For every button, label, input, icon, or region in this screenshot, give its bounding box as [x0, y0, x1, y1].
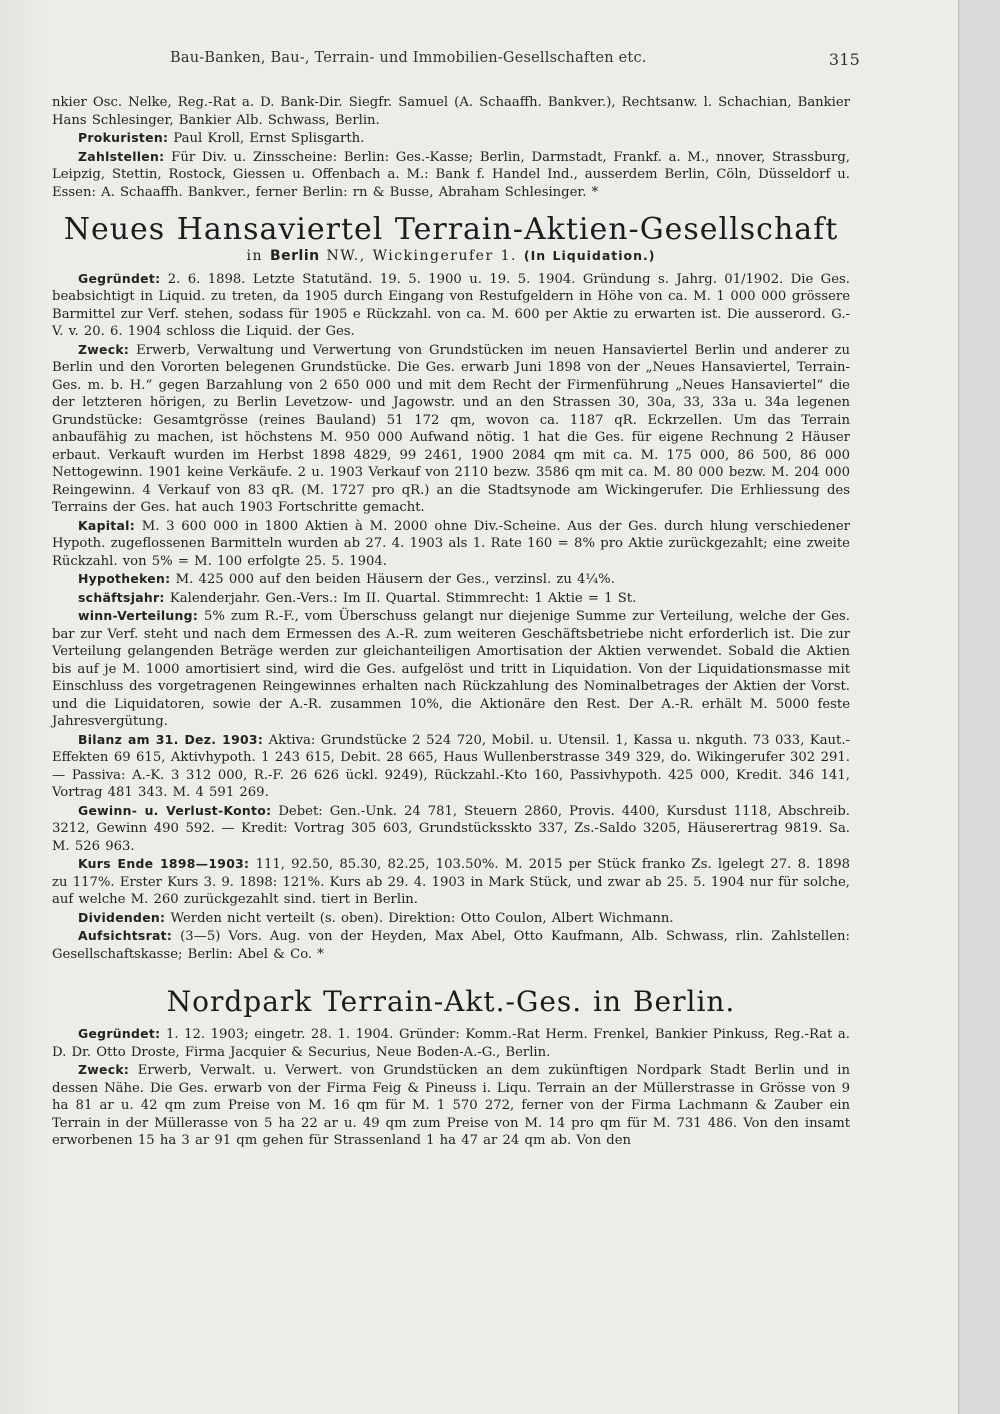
entry-text: Werden nicht verteilt (s. oben). Direktion: Otto Coulon, Albert Wichmann. — [170, 910, 674, 926]
entry-label: Gewinn- u. Verlust-Konto: — [78, 802, 272, 818]
entry-label: Kapital: — [78, 517, 135, 533]
entry-paragraph — [52, 341, 850, 517]
entry-label: Gegründet: — [78, 270, 161, 286]
section-label: Prokuristen: — [78, 130, 169, 145]
company-heading-nordpark: Nordpark Terrain-Akt.-Ges. in Berlin. — [166, 985, 736, 1018]
company2-entries — [52, 1025, 850, 1150]
entry-label: Kurs Ende 1898—1903: — [78, 856, 250, 871]
entry-text: Aktiva: Grundstücke 2 524 720, Mobil. u. Utensil. 1, Kassa u. nkguth. 73 033, Kaut.-Effekten 69 615, Aktivhypoth. 1 243 615, Debit. 28 665, Haus Wullenberstrasse 349 329, do. Wikingerufer 302 291. — Passiva: A.-K. 3 312 000, R.-F. 26 626 ückl. 9249), Rückzahl.-Kto 160, Passivhypoth. 425 000, Kredit. 346 141, Vortrag 481 343. M. 4 591 269. — [52, 732, 850, 800]
entry-paragraph — [52, 589, 850, 608]
entry-paragraph — [52, 1025, 850, 1061]
entry-paragraph — [52, 1061, 850, 1150]
entry-label: schäftsjahr: — [78, 589, 165, 605]
page-content — [52, 94, 850, 1150]
board-members: nkier Osc. Nelke, Reg.-Rat a. D. Bank-Dir. Siegfr. Samuel (A. Schaaffh. Bankver.), Rechtsanw. l. Schachian, Bankier Hans Schlesinger, Bankier Alb. Schwass, Berlin. — [52, 95, 850, 128]
section-text: Paul Kroll, Ernst Splisgarth. — [173, 131, 365, 146]
subhead-prefix: in — [246, 248, 263, 264]
entry-label: Zweck: — [78, 1062, 130, 1077]
page-stack-edge — [958, 0, 960, 1414]
entry-paragraph — [52, 570, 850, 589]
company-heading-hansaviertel: Neues Hansaviertel Terrain-Aktien-Gesellschaft — [63, 212, 839, 247]
entry-label: Dividenden: — [78, 909, 166, 925]
entry-label: Hypotheken: — [78, 571, 171, 586]
entry-paragraph — [52, 927, 850, 963]
entry-text: (3—5) Vors. Aug. von der Heyden, Max Abel, Otto Kaufmann, Alb. Schwass, rlin. Zahlstellen: Gesellschaftskasse; Berlin: Abel & Co. * — [52, 929, 850, 962]
entry-label: Aufsichtsrat: — [78, 928, 173, 943]
entry-label: Gegründet: — [78, 1026, 161, 1041]
section-text: Für Div. u. Zinsscheine: Berlin: Ges.-Kasse; Berlin, Darmstadt, Frankf. a. M., nnover, Strassburg, Leipzig, Stettin, Rostock, Giessen u. Offenbach a. M.: Bank f. Handel Ind., ausserdem Berlin, Cöln, Düsseldorf u. Essen: A. Schaaffh. Bankver., ferner Berlin: rn & Busse, Abraham Schlesinger. * — [52, 149, 850, 200]
entry-paragraph — [52, 270, 850, 341]
subhead-city: Berlin — [269, 248, 320, 264]
entry-paragraph — [52, 909, 850, 928]
entry-text: 2. 6. 1898. Letzte Statutänd. 19. 5. 1900 u. 19. 5. 1904. Gründung s. Jahrg. 01/1902. Die Ges. beabsichtigt in Liquid. zu treten, da 1905 durch Eingang von Restufgeldern in Höhe von ca. M. 1 000 000 grössere Barmittel zur Verf. stehen, sodass für 1905 e Rückzahl. von ca. M. 600 per Aktie zu erwarten ist. Die ausserord. G.-V. v. 20. 6. 1904 schloss die Liquid. der Ges. — [52, 271, 850, 339]
company-subheading — [52, 247, 850, 266]
entry-text: 1. 12. 1903; eingetr. 28. 1. 1904. Gründer: Komm.-Rat Herm. Frenkel, Bankier Pinkuss, Reg.-Rat a. D. Dr. Otto Droste, Firma Jacquier & Securius, Neue Boden-A.-G., Berlin. — [52, 1027, 850, 1060]
entry-paragraph — [52, 731, 850, 802]
section-label: Zahlstellen: — [78, 148, 165, 164]
entry-paragraph — [52, 517, 850, 571]
entry-text: Kalenderjahr. Gen.-Vers.: Im II. Quartal. Stimmrecht: 1 Aktie = 1 St. — [169, 590, 637, 606]
zahlstellen-paragraph — [52, 148, 850, 202]
entry-paragraph — [52, 802, 850, 856]
entry-paragraph — [52, 607, 850, 731]
entry-paragraph — [52, 855, 850, 909]
entry-text: Erwerb, Verwalt. u. Verwert. von Grundstücken an dem zukünftigen Nordpark Stadt Berlin und in dessen Nähe. Die Ges. erwarb von der Firma Feig & Pineuss i. Liqu. Terrain an der Müllerstrasse in Grösse von 9 ha 81 ar u. 42 qm zum Preise von M. 16 qm für M. 1 570 272, ferner von der Firma Lachmann & Zauber ein Terrain in der Müllerasse von 5 ha 22 ar u. 49 qm zum Preise von M. 14 pro qm für M. 731 486. Von den insamt erworbenen 15 ha 3 ar 91 qm gehen für Strassenland 1 ha 47 ar 24 qm ab. Von den — [52, 1063, 850, 1148]
page-number: 315 — [828, 50, 860, 69]
entry-text: 5% zum R.-F., vom Überschuss gelangt nur diejenige Summe zur Verteilung, welche der Ges. bar zur Verf. steht und nach dem Ermessen des A.-R. zum weiteren Geschäftsbetriebe nicht erforderlich ist. Die zur Verteilung gelangenden Beträge werden zur gleichanteiligen Amortisation der Aktien verwendet. Sobald die Aktien bis auf je M. 1000 amortisiert sind, wird die Ges. aufgelöst und tritt in Liquidation. Von der Liquidationsmasse mit Einschluss des vorgetragenen Reingewinnes erhalten nach Rückzahlung des Nominalbetrages der Aktien der Vorst. und die Liquidatoren, sowie der A.-R. zusammen 10%, die Aktionäre den Rest. Der A.-R. erhält M. 5000 feste Jahresvergütung. — [52, 609, 850, 729]
entry-label: winn-Verteilung: — [78, 608, 199, 623]
entry-label: Bilanz am 31. Dez. 1903: — [78, 731, 264, 747]
entry-text: Debet: Gen.-Unk. 24 781, Steuern 2860, Provis. 4400, Kursdust 1118, Abschreib. 3212, Gewinn 490 592. — Kredit: Vortrag 305 603, Grundstücksskto 337, Zs.-Saldo 3205, Häuserertrag 9819. Sa. M. 526 963. — [52, 803, 850, 854]
subhead-liquidation: (In Liquidation.) — [523, 248, 656, 263]
running-header — [170, 50, 860, 69]
subhead-address: NW., Wickingerufer 1. — [326, 248, 517, 264]
entry-text: M. 3 600 000 in 1800 Aktien à M. 2000 ohne Div.-Scheine. Aus der Ges. durch hlung verschiedener Hypoth. zugeflossenen Barmitteln wurden ab 27. 4. 1903 als 1. Rate 160 = 8% pro Aktie zurückgezahlt; eine zweite Rückzahl. von 5% = M. 100 erfolgte 25. 5. 1904. — [52, 518, 850, 569]
prokuristen-paragraph — [52, 129, 850, 148]
entry-text: Erwerb, Verwaltung und Verwertung von Grundstücken im neuen Hansaviertel Berlin und anderer zu Berlin und den Vororten belegenen Grundstücke. Die Ges. erwarb Juni 1898 von der „Neues Hansaviertel, Terrain-Ges. m. b. H.“ gegen Barzahlung von 2 650 000 und mit dem Recht der Firmenführung „Neues Hansaviertel“ die der letzteren hörigen, zu Berlin Levetzow- und Jagowstr. und an den Strassen 30, 30a, 33, 33a u. 34a legenen Grundstücke: Gesamtgrösse (reines Bauland) 51 172 qm, wovon ca. 1187 qR. Eckrzellen. Um das Terrain anbaufähig zu machen, ist höchstens M. 950 000 Aufwand nötig. 1 hat die Ges. für eigene Rechnung 2 Häuser erbaut. Verkauft wurden im Herbst 1898 4829, 99 2461, 1900 2084 qm mit ca. M. 175 000, 86 500, 86 000 Nettogewinn. 1901 keine Verkäufe. 2 u. 1903 Verkauf von 2110 bezw. 3586 qm mit ca. M. 80 000 bezw. M. 204 000 Reingewinn. 4 Verkauf von 83 qR. (M. 1727 pro qR.) an die Stadtsynode am Wickingerufer. Die Erhliessung des Terrains der Ges. hat auch 1903 Fortschritte gemacht. — [52, 342, 850, 515]
company1-entries — [52, 270, 850, 964]
entry-text: M. 425 000 auf den beiden Häusern der Ges., verzinsl. zu 4¼%. — [175, 572, 615, 587]
running-title: Bau-Banken, Bau-, Terrain- und Immobilien-Gesellschaften etc. — [170, 50, 647, 66]
binding-gutter — [0, 0, 45, 1414]
entry-text: 111, 92.50, 85.30, 82.25, 103.50%. M. 2015 per Stück franko Zs. lgelegt 27. 8. 1898 zu 117%. Erster Kurs 3. 9. 1898: 121%. Kurs ab 29. 4. 1903 in Mark Stück, und zwar ab 25. 5. 1904 nur für solche, auf welche M. 260 zurückgezahlt sind. tiert in Berlin. — [52, 857, 850, 907]
entry-label: Zweck: — [78, 341, 130, 357]
